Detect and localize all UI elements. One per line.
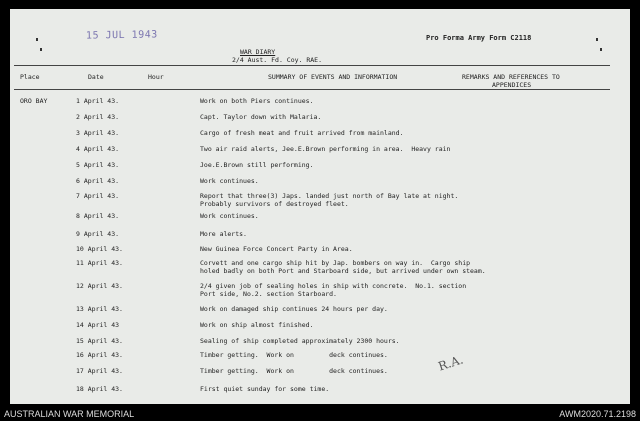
punch-mark <box>600 48 602 51</box>
entry-text: Work on ship almost finished. <box>200 321 314 329</box>
col-date: Date <box>88 73 104 81</box>
entry-text: New Guinea Force Concert Party in Area. <box>200 245 353 253</box>
form-reference: Pro Forma Army Form C2118 <box>426 34 532 42</box>
entry-date: 4 April 43. <box>76 145 120 153</box>
entry-date: 3 April 43. <box>76 129 120 137</box>
signature: R.A. <box>436 352 465 374</box>
punch-mark <box>596 38 598 41</box>
entry-date: 10 April 43. <box>76 245 123 253</box>
col-summary: SUMMARY OF EVENTS AND INFORMATION <box>268 73 398 81</box>
entry-text: Cargo of fresh meat and fruit arrived from mainland. <box>200 129 404 137</box>
entry-text: Corvett and one cargo ship hit by Jap. bombers on way in. Cargo ship holed badly on both Port and Starboard side, but arrived under own steam. <box>200 259 486 275</box>
entry-text: Sealing of ship completed approximately 2300 hours. <box>200 337 400 345</box>
entry-text: Timber getting. Work on deck continues. <box>200 367 388 375</box>
entry-date: 16 April 43. <box>76 351 123 359</box>
punch-mark <box>36 38 38 41</box>
unit-name: 2/4 Aust. Fd. Coy. RAE. <box>232 56 323 64</box>
entry-text: Capt. Taylor down with Malaria. <box>200 113 322 121</box>
entry-date: 17 April 43. <box>76 367 123 375</box>
entry-text: Work on damaged ship continues 24 hours per day. <box>200 305 388 313</box>
place-label: ORO BAY <box>20 97 48 105</box>
entry-date: 15 April 43. <box>76 337 123 345</box>
entry-text: Joe.E.Brown still performing. <box>200 161 314 169</box>
entry-date: 5 April 43. <box>76 161 120 169</box>
date-stamp: 15 JUL 1943 <box>85 29 158 42</box>
entry-text: Work continues. <box>200 212 259 220</box>
entry-date: 9 April 43. <box>76 230 120 238</box>
entry-date: 2 April 43. <box>76 113 120 121</box>
page-title: WAR DIARY <box>240 48 276 56</box>
punch-mark <box>40 48 42 51</box>
entry-date: 7 April 43. <box>76 192 120 200</box>
entry-text: Report that three(3) Japs. landed just north of Bay late at night. Probably survivors of destroyed fleet. <box>200 192 459 208</box>
header-rule-bottom <box>14 89 610 90</box>
entry-date: 8 April 43. <box>76 212 120 220</box>
entry-date: 18 April 43. <box>76 385 123 393</box>
entry-date: 11 April 43. <box>76 259 123 267</box>
entry-text: Work continues. <box>200 177 259 185</box>
entry-text: First quiet sunday for some time. <box>200 385 330 393</box>
entry-date: 12 April 43. <box>76 282 123 290</box>
entry-text: Work on both Piers continues. <box>200 97 314 105</box>
col-remarks-2: APPENDICES <box>492 81 532 89</box>
entry-date: 14 April 43 <box>76 321 120 329</box>
entry-text: More alerts. <box>200 230 247 238</box>
col-place: Place <box>20 73 40 81</box>
header-rule-top <box>14 65 610 66</box>
entry-text: Two air raid alerts, Jee.E.Brown performing in area. Heavy rain <box>200 145 451 153</box>
footer-source: AUSTRALIAN WAR MEMORIAL <box>4 409 135 419</box>
entry-text: Timber getting. Work on deck continues. <box>200 351 388 359</box>
col-hour: Hour <box>148 73 164 81</box>
entry-text: 2/4 given job of sealing holes in ship with concrete. No.1. section Port side, No.2. section Starboard. <box>200 282 467 298</box>
entry-date: 1 April 43. <box>76 97 120 105</box>
entry-date: 13 April 43. <box>76 305 123 313</box>
col-remarks: REMARKS AND REFERENCES TO <box>462 73 560 81</box>
entry-date: 6 April 43. <box>76 177 120 185</box>
footer-id: AWM2020.71.2198 <box>559 409 636 419</box>
